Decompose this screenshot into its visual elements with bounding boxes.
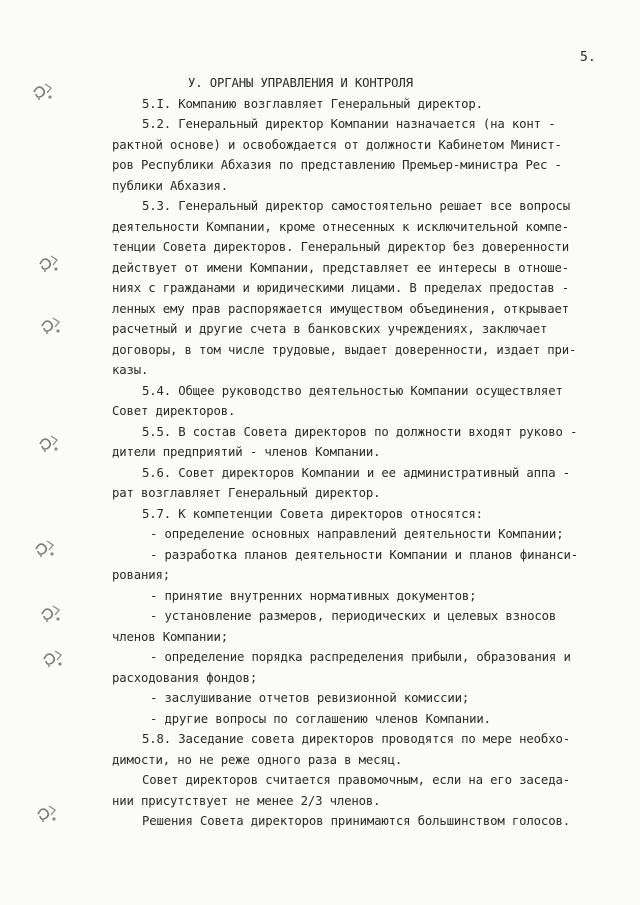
text-line: - определение основных направлений деятельности Компании; [150, 527, 564, 541]
text-line: рат возглавляет Генеральный директор. [112, 486, 381, 500]
binding-punch-mark-icon [38, 312, 66, 338]
text-line: действует от имени Компании, представляет ее интересы в отноше- [112, 260, 569, 275]
text-line: димости, но не реже одного раза в месяц. [112, 752, 403, 767]
text-line: - разработка планов деятельности Компании и планов финанси- [150, 547, 578, 562]
text-line: расчетный и другие счета в банковских учреждениях, заключает [112, 322, 548, 336]
text-line: 5.4. Общее руководство деятельностью Компании осуществляет [142, 383, 563, 398]
text-line: расходования фондов; [112, 670, 258, 685]
text-line: Решения Совета директоров принимаются большинством голосов. [142, 814, 570, 828]
text-line: нии присутствует не менее 2/3 членов. [112, 793, 381, 808]
section-heading: У. ОРГАНЫ УПРАВЛЕНИЯ И КОНТРОЛЯ [188, 76, 413, 90]
binding-punch-mark-icon [40, 645, 68, 671]
text-line: 5.I. Компанию возглавляет Генеральный директор. [142, 96, 483, 111]
text-line: ров Республики Абхазия по представлению Премьер-министра Рес - [112, 158, 562, 172]
text-line: 5.2. Генеральный директор Компании назначается (на конт - [142, 117, 556, 131]
binding-punch-mark-icon [38, 600, 66, 626]
text-line: 5.7. К компетенции Совета директоров относятся: [142, 506, 483, 521]
text-line: публики Абхазия. [112, 178, 229, 193]
binding-punch-mark-icon [36, 430, 64, 456]
text-line: договоры, в том числе трудовые, выдает доверенности, издает при- [112, 342, 577, 357]
text-line: - заслушивание отчетов ревизионной комиссии; [150, 691, 470, 705]
text-line: - определение порядка распределения прибыли, образования и [150, 650, 571, 664]
text-line: членов Компании; [112, 629, 229, 644]
text-line: 5.3. Генеральный директор самостоятельно решает все вопросы [142, 199, 570, 213]
text-line: - принятие внутренних нормативных документов; [150, 588, 477, 603]
text-line: рактной основе) и освобождается от должности Кабинетом Минист- [112, 137, 562, 152]
text-line: 5.8. Заседание совета директоров проводятся по мере необхо- [142, 732, 570, 746]
binding-punch-mark-icon [32, 535, 60, 561]
binding-punch-mark-icon [36, 250, 64, 276]
text-line: казы. [112, 363, 149, 377]
text-line: - установление размеров, периодических и целевых взносов [150, 609, 557, 623]
text-line: деятельности Компании, кроме отнесенных к исключительной компе- [112, 219, 569, 234]
text-line: Совет директоров. [112, 404, 236, 418]
text-line: тенции Совета директоров. Генеральный директор без доверенности [112, 240, 569, 254]
text-line: ленных ему прав распоряжается имуществом объединения, открывает [112, 301, 569, 316]
binding-punch-mark-icon [34, 800, 62, 826]
text-line: Совет директоров считается правомочным, если на его заседа- [142, 773, 570, 787]
text-line: ниях с гражданами и юридическими лицами. В пределах предостав - [112, 281, 569, 295]
text-line: рования; [112, 568, 171, 582]
document-body [112, 73, 627, 832]
text-line: дители предприятий - членов Компании. [112, 445, 381, 459]
text-line: 5.5. В состав Совета директоров по должности входят руково - [142, 424, 578, 439]
binding-punch-mark-icon [30, 78, 58, 104]
text-line: 5.6. Совет директоров Компании и ее административный аппа - [142, 465, 570, 480]
text-line: - другие вопросы по соглашению членов Компании. [150, 711, 491, 726]
page-number: 5. [580, 50, 596, 65]
